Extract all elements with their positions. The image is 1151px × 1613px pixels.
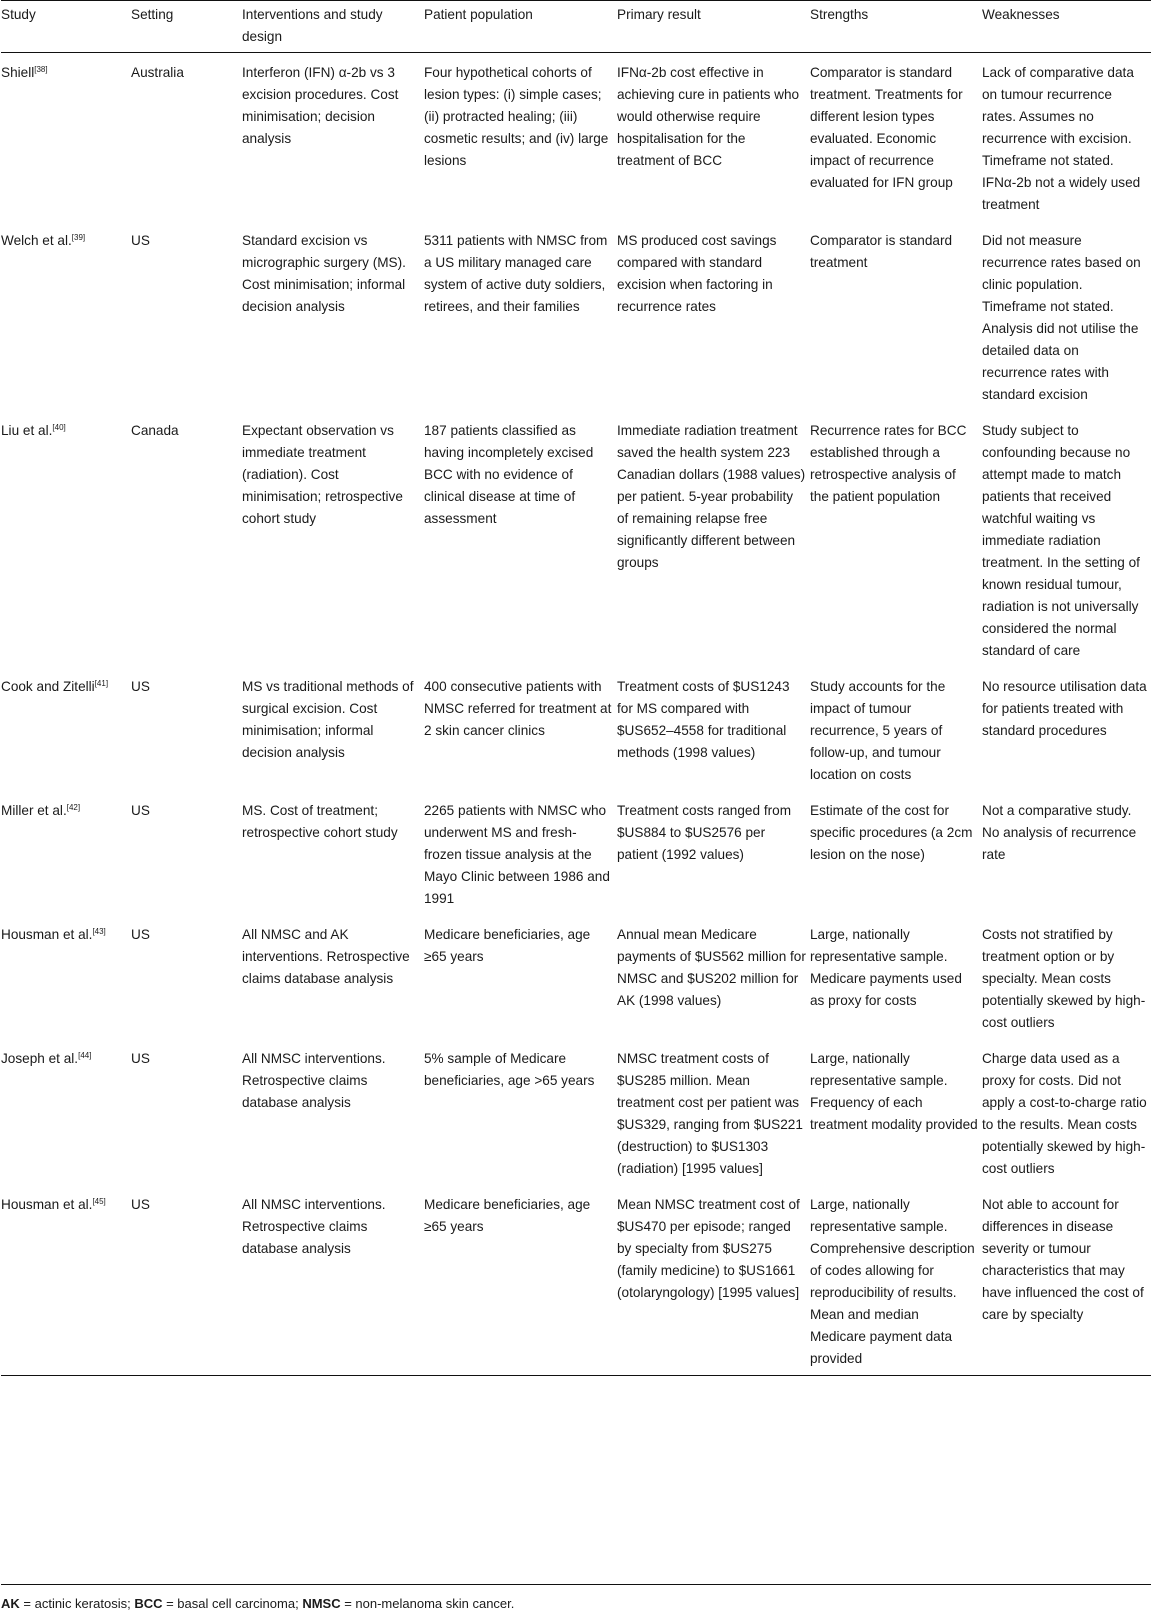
cell-setting: US bbox=[131, 927, 150, 942]
cell-population: Four hypothetical cohorts of lesion types: (i) simple cases; (ii) protracted healing; (iii) cosmetic results; and (iv) large lesions bbox=[424, 65, 609, 168]
cell-population: 2265 patients with NMSC who underwent MS and fresh-frozen tissue analysis at the Mayo Clinic between 1986 and 1991 bbox=[424, 803, 610, 906]
footnote-bcc-def: = basal cell carcinoma; bbox=[162, 1596, 303, 1611]
cell-setting: US bbox=[131, 679, 150, 694]
cell-interventions: MS. Cost of treatment; retrospective cohort study bbox=[242, 803, 398, 840]
cell-setting: US bbox=[131, 803, 150, 818]
study-reference: [40] bbox=[52, 423, 66, 432]
cell-interventions: All NMSC and AK interventions. Retrospective claims database analysis bbox=[242, 927, 410, 986]
cell-strengths: Comparator is standard treatment bbox=[810, 233, 953, 270]
cell-setting: US bbox=[131, 1185, 242, 1376]
study-name: Welch et al. bbox=[1, 233, 72, 248]
cell-study bbox=[1, 53, 131, 222]
table-row bbox=[1, 667, 1151, 791]
cell-study bbox=[1, 667, 131, 791]
study-name: Joseph et al. bbox=[1, 1051, 79, 1066]
cell-interventions: MS vs traditional methods of surgical excision. Cost minimisation; informal decision analysis bbox=[242, 679, 414, 760]
study-reference: [43] bbox=[92, 927, 106, 936]
cell-weaknesses: Charge data used as a proxy for costs. Did not apply a cost-to-charge ratio to the results. Mean costs potentially skewed by high-cost outliers bbox=[982, 1051, 1147, 1176]
header-study: Study bbox=[1, 1, 131, 53]
table-row bbox=[1, 221, 1151, 411]
cell-strengths: Large, nationally representative sample. Comprehensive description of codes allowing for reproducibility of results. Mean and median Medicare payment data provided bbox=[810, 1185, 982, 1376]
cell-interventions: All NMSC interventions. Retrospective claims database analysis bbox=[242, 1051, 386, 1110]
cell-strengths: Comparator is standard treatment. Treatments for different lesion types evaluated. Economic impact of recurrence evaluated for IFN group bbox=[810, 65, 963, 190]
table-footnote bbox=[1, 1584, 1151, 1613]
cell-population: 5% sample of Medicare beneficiaries, age >65 years bbox=[424, 1051, 595, 1088]
table-row bbox=[1, 791, 1151, 915]
footnote-ak-def: = actinic keratosis; bbox=[19, 1596, 135, 1611]
header-setting: Setting bbox=[131, 1, 242, 53]
cell-weaknesses: Lack of comparative data on tumour recurrence rates. Assumes no recurrence with excision. Timeframe not stated. IFNα-2b not a widely used treatment bbox=[982, 65, 1141, 212]
cell-result: Mean NMSC treatment cost of $US470 per episode; ranged by specialty from $US275 (family medicine) to $US1661 (otolaryngology) [1995 values] bbox=[617, 1185, 810, 1376]
cell-setting: Australia bbox=[131, 65, 184, 80]
cell-result: Treatment costs of $US1243 for MS compared with $US652–4558 for traditional methods (1998 values) bbox=[617, 679, 790, 760]
cell-study bbox=[1, 1185, 131, 1376]
study-reference: [41] bbox=[94, 679, 109, 688]
header-weaknesses: Weaknesses bbox=[982, 1, 1151, 53]
header-population: Patient population bbox=[424, 1, 617, 53]
cell-weaknesses: Study subject to confounding because no attempt made to match patients that received watchful waiting vs immediate radiation treatment. In the setting of known residual tumour, radiation is not universally considered the normal standard of care bbox=[982, 423, 1140, 658]
cell-result: MS produced cost savings compared with standard excision when factoring in recurrence rates bbox=[617, 233, 777, 314]
cell-setting: Canada bbox=[131, 423, 179, 438]
cell-weaknesses: Did not measure recurrence rates based on clinic population. Timeframe not stated. Analysis did not utilise the detailed data on recurrence rates with standard excision bbox=[982, 233, 1141, 402]
cell-interventions: Standard excision vs micrographic surgery (MS). Cost minimisation; informal decision analysis bbox=[242, 233, 406, 314]
study-name: Liu et al. bbox=[1, 423, 53, 438]
footnote-ak-abbr: AK bbox=[1, 1596, 20, 1611]
study-name: Housman et al. bbox=[1, 1197, 93, 1212]
cell-setting: US bbox=[131, 1051, 150, 1066]
study-name: Miller et al. bbox=[1, 803, 67, 818]
cell-strengths: Estimate of the cost for specific procedures (a 2cm lesion on the nose) bbox=[810, 803, 973, 862]
study-reference: [45] bbox=[92, 1197, 106, 1206]
cell-weaknesses: No resource utilisation data for patients treated with standard procedures bbox=[982, 679, 1147, 738]
table-header-row bbox=[1, 1, 1151, 53]
cell-population: 5311 patients with NMSC from a US military managed care system of active duty soldiers, retirees, and their families bbox=[424, 233, 608, 314]
study-name: Cook and Zitelli bbox=[1, 679, 95, 694]
cell-result: NMSC treatment costs of $US285 million. Mean treatment cost per patient was $US329, ranging from $US221 (destruction) to $US1303 (radiation) [1995 values] bbox=[617, 1051, 803, 1176]
studies-table bbox=[1, 0, 1151, 1376]
header-result: Primary result bbox=[617, 1, 810, 53]
cell-interventions: Interferon (IFN) α-2b vs 3 excision procedures. Cost minimisation; decision analysis bbox=[242, 65, 399, 146]
cell-result: Immediate radiation treatment saved the health system 223 Canadian dollars (1988 values) per patient. 5-year probability of remaining relapse free significantly different between groups bbox=[617, 423, 806, 570]
table-row bbox=[1, 1039, 1151, 1185]
footnote-bcc-abbr: BCC bbox=[134, 1596, 163, 1611]
cell-study bbox=[1, 411, 131, 667]
cell-weaknesses: Not a comparative study. No analysis of recurrence rate bbox=[982, 803, 1137, 862]
cell-interventions: Expectant observation vs immediate treatment (radiation). Cost minimisation; retrospective cohort study bbox=[242, 423, 403, 526]
cell-setting: US bbox=[131, 233, 150, 248]
study-reference: [39] bbox=[71, 233, 86, 242]
cell-study bbox=[1, 791, 131, 915]
table-row bbox=[1, 53, 1151, 222]
cell-study bbox=[1, 221, 131, 411]
cell-strengths: Large, nationally representative sample. Frequency of each treatment modality provided bbox=[810, 1051, 978, 1132]
study-reference: [42] bbox=[66, 803, 81, 812]
study-name: Shiell bbox=[1, 65, 35, 80]
cell-study bbox=[1, 915, 131, 1039]
cell-strengths: Recurrence rates for BCC established through a retrospective analysis of the patient population bbox=[810, 423, 967, 504]
cell-population: 400 consecutive patients with NMSC referred for treatment at 2 skin cancer clinics bbox=[424, 679, 612, 738]
cell-population: Medicare beneficiaries, age ≥65 years bbox=[424, 927, 591, 964]
footnote-nmsc-def: = non-melanoma skin cancer. bbox=[340, 1596, 515, 1611]
cell-population: 187 patients classified as having incompletely excised BCC with no evidence of clinical disease at time of assessment bbox=[424, 423, 594, 526]
cell-interventions: All NMSC interventions. Retrospective claims database analysis bbox=[242, 1185, 424, 1376]
cell-strengths: Study accounts for the impact of tumour recurrence, 5 years of follow-up, and tumour location on costs bbox=[810, 679, 946, 782]
table-row bbox=[1, 915, 1151, 1039]
cell-weaknesses: Costs not stratified by treatment option or by specialty. Mean costs potentially skewed by high-cost outliers bbox=[982, 927, 1146, 1030]
header-strengths: Strengths bbox=[810, 1, 982, 53]
table-row bbox=[1, 411, 1151, 667]
table-body bbox=[1, 53, 1151, 1376]
study-reference: [44] bbox=[78, 1051, 92, 1060]
cell-strengths: Large, nationally representative sample. Medicare payments used as proxy for costs bbox=[810, 927, 962, 1008]
study-name: Housman et al. bbox=[1, 927, 93, 942]
study-reference: [38] bbox=[34, 65, 48, 74]
cell-result: Treatment costs ranged from $US884 to $US2576 per patient (1992 values) bbox=[617, 803, 792, 862]
cell-population: Medicare beneficiaries, age ≥65 years bbox=[424, 1185, 617, 1376]
cell-study bbox=[1, 1039, 131, 1185]
header-interventions: Interventions and study design bbox=[242, 1, 424, 53]
cell-weaknesses: Not able to account for differences in disease severity or tumour characteristics that may have influenced the cost of care by specialty bbox=[982, 1185, 1151, 1376]
cell-result: Annual mean Medicare payments of $US562 million for NMSC and $US202 million for AK (1998 values) bbox=[617, 927, 806, 1008]
cell-result: IFNα-2b cost effective in achieving cure in patients who would otherwise require hospitalisation for the treatment of BCC bbox=[617, 65, 800, 168]
table-row bbox=[1, 1185, 1151, 1376]
footnote-nmsc-abbr: NMSC bbox=[302, 1596, 341, 1611]
